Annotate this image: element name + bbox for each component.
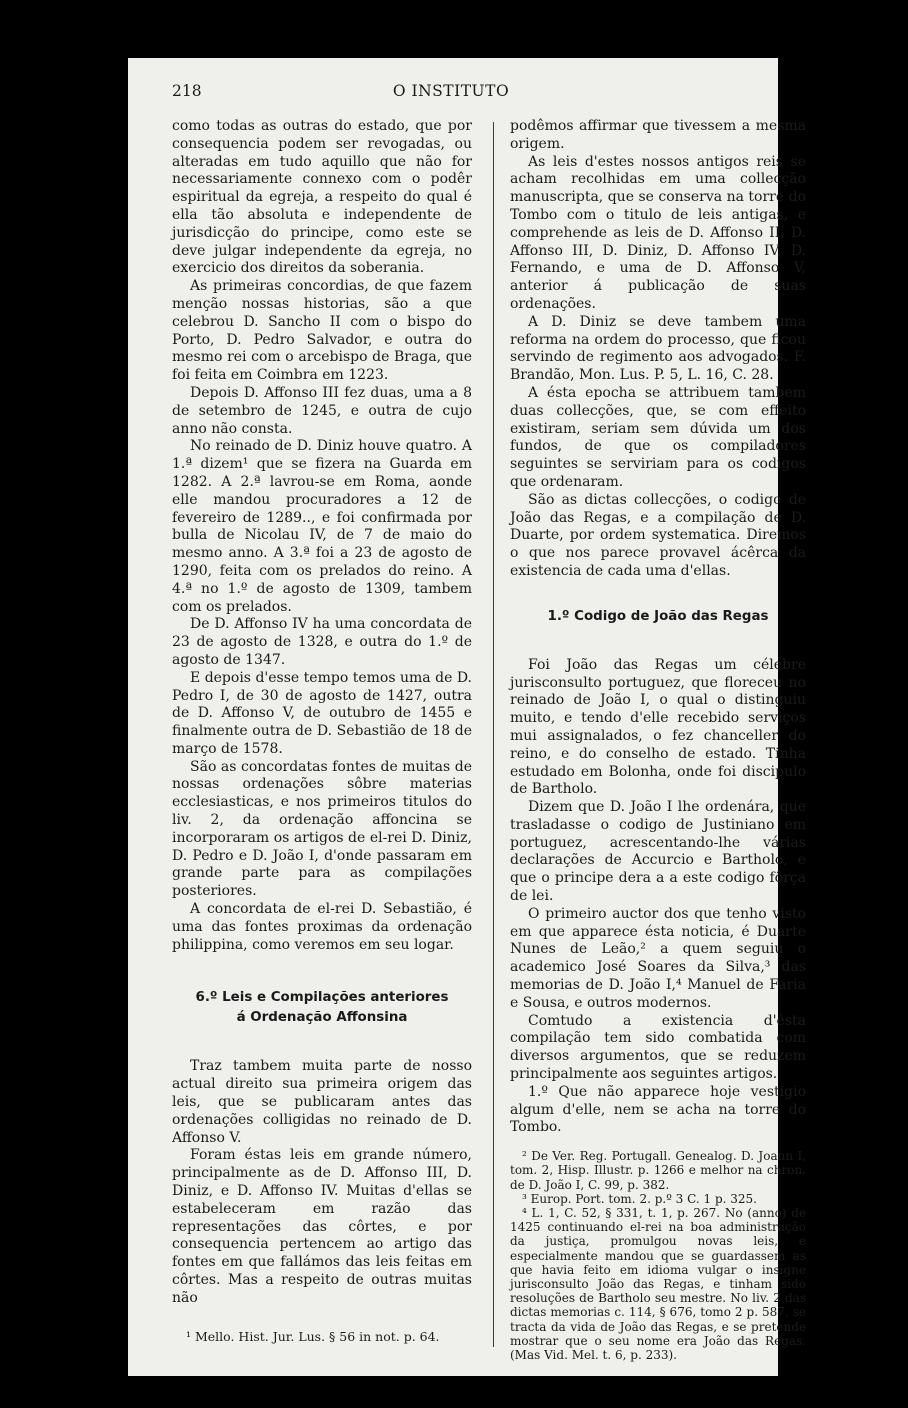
paragraph: E depois d'esse tempo temos uma de D. Pedro I, de 30 de agosto de 1427, outra de D. Affonso V, de outubro de 1455 e finalmente outra de D. Sebastião de 18 de março de 1578.: [172, 669, 472, 757]
paragraph: A concordata de el-rei D. Sebastião, é uma das fontes proximas da ordenação philippina, como veremos em seu logar.: [172, 901, 472, 953]
paragraph: As primeiras concordias, de que fazem menção nossas historias, são a que celebrou D. Sancho II com o bispo do Porto, D. Pedro Salvador, e outra do mesmo rei com o arcebispo de Braga, que foi feita em Coimbra em 1223.: [172, 278, 472, 384]
footnote: ⁴ L. 1, C. 52, § 331, t. 1, p. 267. No (anno) de 1425 continuando el-rei na boa administração da justiça, promulgou novas leis, e especialmente mandou que se guardassem as que havia feito em idioma vulgar o insigne jurisconsulto João das Regas, e tinham sido resoluções de Bartholo seu mestre. No liv. 2 das dictas memorias c. 114, § 676, tomo 2 p. 587, se tracta da vida de João das Regas, e se pretende mostrar que o seu nome era João das Regas. (Mas Vid. Mel. t. 6, p. 233).: [510, 1206, 806, 1363]
paragraph: Depois D. Affonso III fez duas, uma a 8 de setembro de 1245, e outra de cujo anno não consta.: [172, 384, 472, 437]
paragraph: podêmos affirmar que tivessem a mesma origem.: [510, 118, 806, 152]
paragraph: Dizem que D. João I lhe ordenára, que trasladasse o codigo de Justiniano em portuguez, acrescentando-lhe várias declarações de Accurcio e Bartholo, e que o principe dera a a este codigo fôrça de lei.: [510, 799, 806, 905]
paragraph: A D. Diniz se deve tambem uma reforma na ordem do processo, que ficou servindo de regimento aos advogados. F. Brandão, Mon. Lus. P. 5, L. 16, C. 28.: [510, 313, 806, 384]
paragraph: A ésta epocha se attribuem tambem duas collecções, que, se com effeito existiram, seriam sem dúvida um dos fundos, de que os compiladores seguintes se serviriam para os codigos que ordenaram.: [510, 384, 806, 490]
paragraph: como todas as outras do estado, que por consequencia podem ser revogadas, ou alteradas em tudo aquillo que não for necessariamente connexo com o podêr espiritual da egreja, a respeito do qual é ella tão absoluta e independente de jurisdicção do principe, como este se deve julgar independente da egreja, no exercicio dos direitos da soberania.: [172, 118, 472, 277]
running-header: [172, 82, 730, 104]
paragraph: O primeiro auctor dos que tenho visto em que apparece ésta noticia, é Duarte Nunes de Leão,² a quem seguiu o academico José Soares da Silva,³ das memorias de D. João I,⁴ Manuel de Faria e Sousa, e outros modernos.: [510, 905, 806, 1011]
section-heading-line: á Ordenação Affonsina: [236, 1010, 408, 1026]
paragraph: Traz tambem muita parte de nosso actual direito sua primeira origem das leis, que se publicaram antes das ordenações colligidas no reinado de D. Affonso V.: [172, 1058, 472, 1146]
section-heading-line: 6.º Leis e Compilações anteriores: [195, 990, 449, 1006]
paragraph: 1.º Que não apparece hoje vestigio algum d'elle, nem se acha na torre do Tombo.: [510, 1083, 806, 1136]
footnote: ³ Europ. Port. tom. 2. p.º 3 C. 1 p. 325.: [522, 1191, 757, 1206]
footnote: ² De Ver. Reg. Portugall. Genealog. D. Joann I, tom. 2, Hisp. Illustr. p. 1266 e melhor na chron. de D. João I, C. 99, p. 382.: [510, 1149, 806, 1192]
paragraph: As leis d'estes nossos antigos reis se acham recolhidas em uma collecção manuscripta, que se conserva na torre do Tombo com o titulo de leis antigas, e comprehende as leis de D. Affonso II, D. Affonso III, D. Diniz, D. Affonso IV, D. Fernando, e uma de D. Affonso V, anterior á publicação de suas ordenações.: [510, 153, 806, 312]
paragraph: São as concordatas fontes de muitas de nossas ordenações sôbre materias ecclesiasticas, e nos primeiros titulos do liv. 2, da ordenação affoncina se incorporaram os artigos de el-rei D. Diniz, D. Pedro e D. João I, d'onde passaram em grande parte para as compilações posteriores.: [172, 758, 472, 900]
footnote-separator: [510, 1137, 806, 1149]
left-column: [172, 118, 472, 1345]
paragraph: De D. Affonso IV ha uma concordata de 23 de agosto de 1328, e outra do 1.º de agosto de 1347.: [172, 616, 472, 668]
paragraph: Foram éstas leis em grande número, principalmente as de D. Affonso III, D. Diniz, e D. Affonso IV. Muitas d'ellas se estabeleceram em razão das representações das côrtes, e por consequencia pertencem ao artigo das fontes em que fallámos das leis feitas em côrtes. Mas a respeito de outras muitas não: [172, 1147, 472, 1306]
page-number: 218: [172, 82, 202, 100]
paragraph: Comtudo a existencia d'ésta compilação tem sido combatida com diversos argumentos, que se reduzem principalmente aos seguintes artigos.: [510, 1012, 806, 1083]
footnote: ¹ Mello. Hist. Jur. Lus. § 56 in not. p. 64.: [186, 1328, 440, 1344]
paragraph: Foi João das Regas um célebre jurisconsulto portuguez, que floreceu no reinado de João I, o qual o distinguiu muito, e tendo d'elle recebido serviços mui assignalados, o fez chanceller do reino, e do conselho de estado. Tinha estudado em Bolonha, onde foi discipulo de Bartholo.: [510, 656, 806, 798]
section-heading: 1.º Codigo de João das Regas: [547, 608, 769, 624]
section-heading: [172, 988, 472, 1028]
paragraph: No reinado de D. Diniz houve quatro. A 1.ª dizem¹ que se fizera na Guarda em 1282. A 2.ª lavrou-se em Roma, aonde elle mandou procuradores a 12 de fevereiro de 1289.., e foi confirmada por bulla de Nicolau IV, de 7 de maio do mesmo anno. A 3.ª foi a 23 de agosto de 1290, feita com os prelados do reino. A 4.ª no 1.º de agosto de 1309, tambem com os prelados.: [172, 438, 472, 615]
journal-title: O INSTITUTO: [392, 82, 510, 100]
book-page: [128, 58, 806, 1376]
paragraph: São as dictas collecções, o codigo de João das Regas, e a compilação de D. Duarte, por ordem systematica. Diremos o que nos parece provavel ácêrca da existencia de cada uma d'ellas.: [510, 491, 806, 579]
right-column: [510, 118, 806, 1362]
column-divider: [493, 122, 494, 1347]
